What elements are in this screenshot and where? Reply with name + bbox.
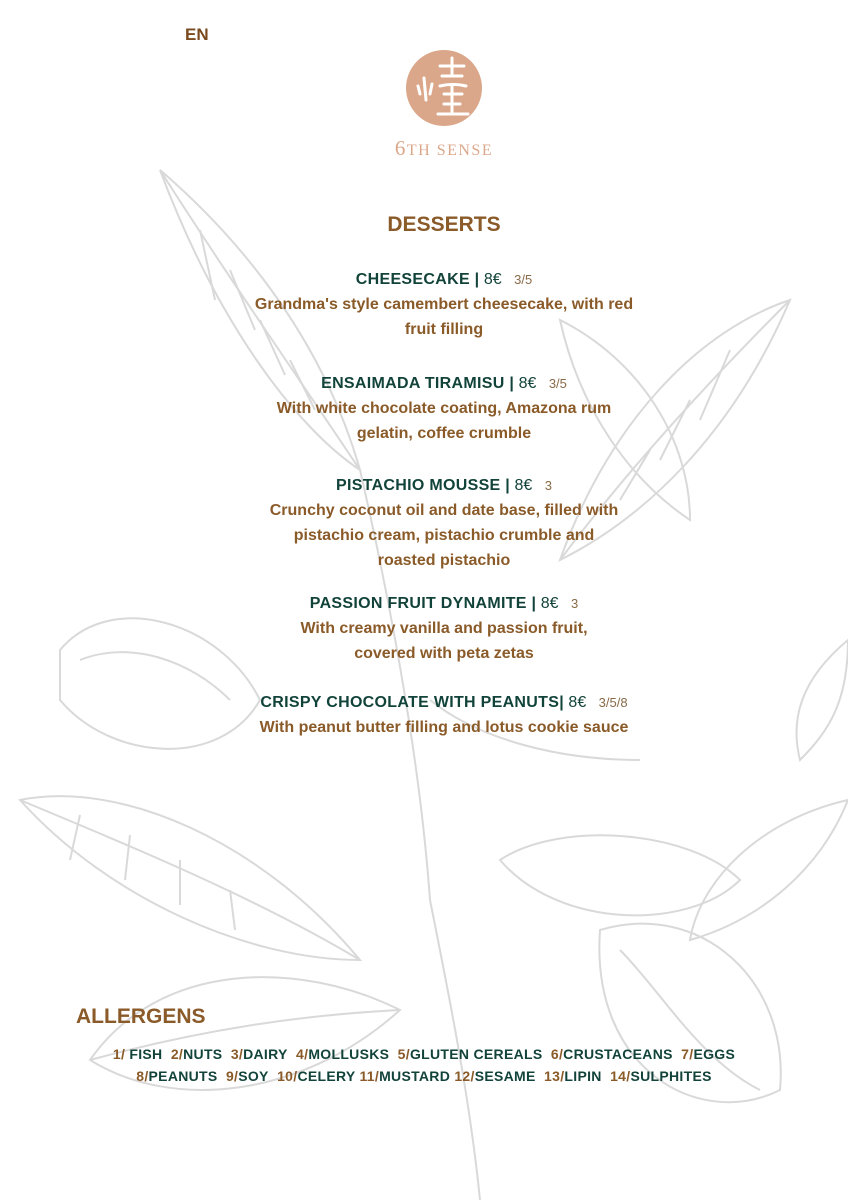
menu-item: [0, 372, 848, 446]
item-price: 8€: [540, 595, 559, 612]
item-allergen-codes: 3: [570, 596, 579, 611]
item-allergen-codes: 3/5: [514, 272, 533, 287]
item-description-line: Crunchy coconut oil and date base, filled with: [269, 502, 619, 519]
allergen-entry: 13/LIPIN: [544, 1068, 602, 1084]
item-price: 8€: [568, 694, 587, 711]
allergen-entry: 11/MUSTARD: [359, 1068, 451, 1084]
allergen-entry: 10/CELERY: [277, 1068, 356, 1084]
item-allergen-codes: 3: [544, 478, 552, 493]
allergen-legend-row: [0, 1046, 848, 1062]
item-description-line: roasted pistachio: [377, 552, 511, 569]
item-name: PISTACHIO MOUSSE |: [336, 477, 511, 494]
item-name: CRISPY CHOCOLATE WITH PEANUTS|: [260, 694, 564, 711]
allergen-entry: 9/SOY: [225, 1068, 269, 1084]
allergen-entry: 1/ FISH: [112, 1046, 163, 1062]
brand-name: 6TH SENSE: [394, 136, 494, 160]
section-title: DESSERTS: [387, 213, 501, 236]
item-description-line: gelatin, coffee crumble: [356, 425, 532, 442]
menu-item: [0, 592, 848, 666]
menu-item: [0, 691, 848, 740]
item-description-line: With creamy vanilla and passion fruit,: [300, 620, 588, 637]
language-selector[interactable]: EN: [185, 25, 209, 44]
allergen-entry: 2/NUTS: [170, 1046, 223, 1062]
menu-item: [0, 268, 848, 342]
allergen-entry: 12/SESAME: [454, 1068, 536, 1084]
item-description-line: pistachio cream, pistachio crumble and: [293, 527, 595, 544]
item-name: CHEESECAKE |: [355, 271, 480, 288]
item-description-line: covered with peta zetas: [354, 645, 534, 662]
allergen-entry: 14/SULPHITES: [610, 1068, 712, 1084]
item-allergen-codes: 3/5: [548, 376, 567, 391]
item-allergen-codes: 3/5/8: [598, 695, 628, 710]
brand-logo-icon: [404, 48, 484, 128]
item-price: 8€: [514, 477, 533, 494]
menu-item: [0, 474, 848, 573]
allergen-entry: 4/MOLLUSKS: [296, 1046, 390, 1062]
allergen-entry: 5/GLUTEN CEREALS: [397, 1046, 543, 1062]
allergen-entry: 3/DAIRY: [230, 1046, 288, 1062]
item-description-line: fruit filling: [404, 321, 484, 338]
allergen-entry: 6/CRUSTACEANS: [550, 1046, 673, 1062]
item-description-line: Grandma's style camembert cheesecake, with red: [254, 296, 634, 313]
item-name: PASSION FRUIT DYNAMITE |: [309, 595, 537, 612]
allergens-title: ALLERGENS: [76, 1005, 206, 1028]
item-name: ENSAIMADA TIRAMISU |: [321, 375, 515, 392]
item-price: 8€: [518, 375, 537, 392]
allergen-legend-row: [0, 1068, 848, 1084]
item-description-line: With peanut butter filling and lotus cookie sauce: [259, 719, 629, 736]
allergen-entry: 8/PEANUTS: [136, 1068, 218, 1084]
allergen-entry: 7/EGGS: [681, 1046, 736, 1062]
item-description-line: With white chocolate coating, Amazona rum: [276, 400, 612, 417]
item-price: 8€: [483, 271, 502, 288]
